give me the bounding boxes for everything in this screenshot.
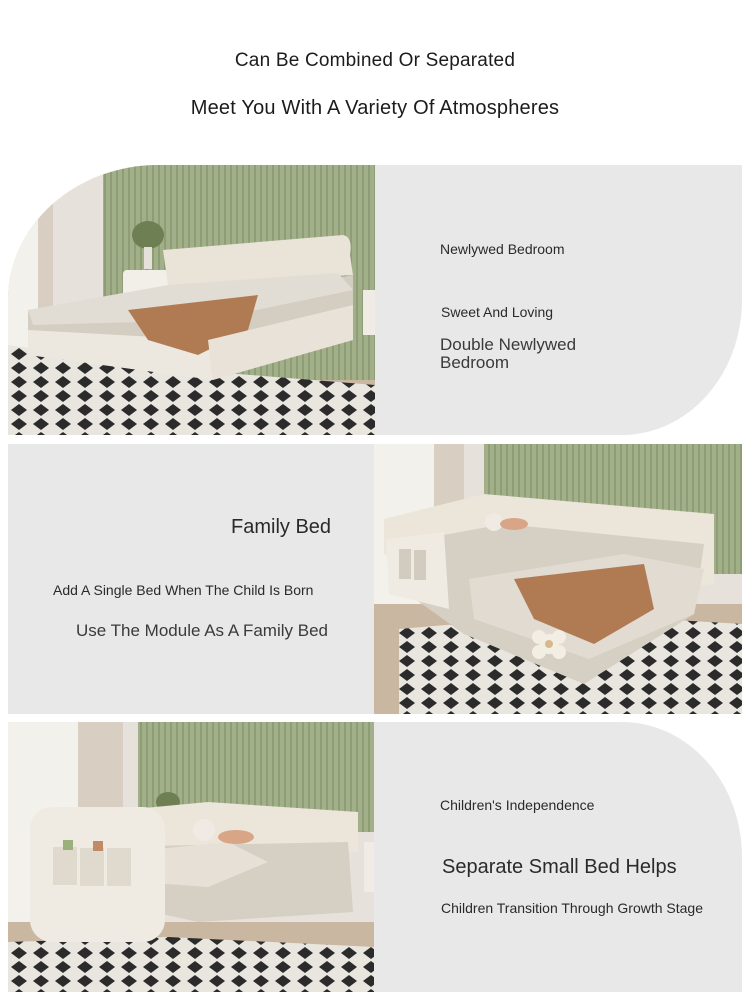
section-description: Children Transition Through Growth Stage <box>441 900 703 916</box>
section-newlywed <box>8 165 742 435</box>
section-description-line-1: Double Newlywed <box>440 335 577 354</box>
heading-line-1: Can Be Combined Or Separated <box>234 50 516 71</box>
double-bed-photo <box>8 165 375 435</box>
section-description-line-2: Bedroom <box>440 353 509 372</box>
section-subtitle: Separate Small Bed Helps <box>442 856 677 878</box>
text-card <box>8 444 374 714</box>
family-bed-photo <box>374 444 742 714</box>
section-description: Use The Module As A Family Bed <box>76 621 328 640</box>
section-family-bed <box>8 444 742 714</box>
text-card <box>375 165 742 435</box>
section-children <box>8 722 742 992</box>
section-title: Family Bed <box>231 516 332 538</box>
section-title: Newlywed Bedroom <box>440 241 565 257</box>
heading-line-2: Meet You With A Variety Of Atmospheres <box>190 97 560 119</box>
section-subtitle: Add A Single Bed When The Child Is Born <box>53 582 314 598</box>
section-subtitle: Sweet And Loving <box>441 304 554 320</box>
children-bed-photo <box>8 722 374 992</box>
section-title: Children's Independence <box>440 797 595 813</box>
